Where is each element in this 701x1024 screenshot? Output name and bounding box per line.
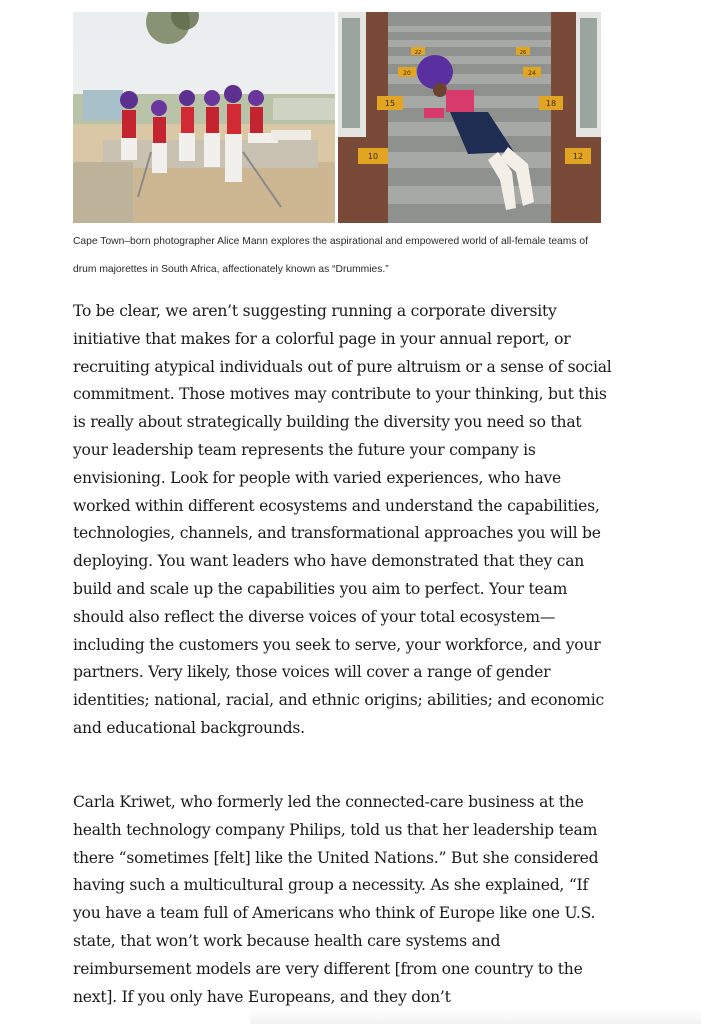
body-paragraph-2: Carla Kriwet, who formerly led the connected-care business at the health technology company Philips, told us that her leadership team there “sometimes [felt] like the United Nations.” But she considered having such a multicultural group a necessity. As she explained, “If you have a team full of Americans who think of Europe like one U.S. state, that won’t work because health care systems and reimbursement models are very different [from one country to the next]. If you only have Europeans, and they don’t xyxy=(73,793,599,1006)
image-caption: Cape Town–born photographer Alice Mann explores the aspirational and empowered world of all-female teams of drum majorettes in South Africa, affectionately known as “Drummies.” xyxy=(73,236,588,275)
photo-pair xyxy=(73,12,601,223)
step-number-26: 26 xyxy=(519,50,527,56)
step-number-12: 12 xyxy=(572,152,584,161)
step-number-24: 24 xyxy=(528,70,536,77)
majorette-on-steps-photo xyxy=(338,12,601,223)
step-number-22: 22 xyxy=(414,50,422,56)
step-number-20: 20 xyxy=(403,70,411,77)
step-number-18: 18 xyxy=(545,99,557,108)
step-number-10: 10 xyxy=(367,152,379,161)
majorettes-group-photo xyxy=(73,12,335,223)
bottom-fade xyxy=(250,1010,701,1024)
step-number-15: 15 xyxy=(384,99,396,108)
body-paragraph-1: To be clear, we aren’t suggesting running a corporate diversity initiative that makes for a colorful page in your annual report, or recruiting atypical individuals out of pure altruism or a sense of social commitment. Those motives may contribute to your thinking, but this is really about strategically building the diversity you need so that your leadership team represents the future your company is envisioning. Look for people with varied experiences, who have worked within different ecosystems and understand the capabilities, technologies, channels, and transformational approaches you will be deploying. You want leaders who have demonstrated that they can build and scale up the capabilities you aim to perfect. Your team should also reflect the diverse voices of your total ecosystem—including the customers you seek to serve, your workforce, and your partners. Very likely, those voices will cover a range of gender identities; national, racial, and ethnic origins; abilities; and economic and educational backgrounds. xyxy=(73,302,612,737)
